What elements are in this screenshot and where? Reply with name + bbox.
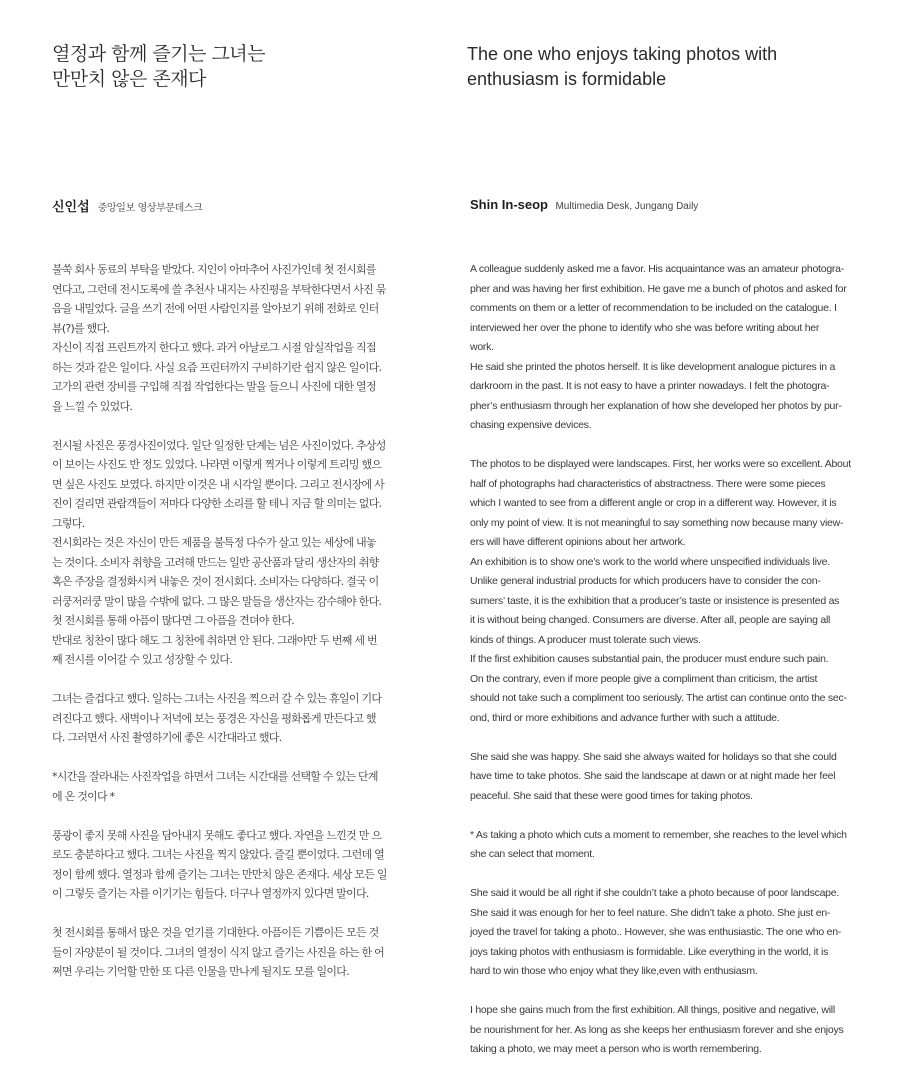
- korean-body-line: 진이 걸리면 관람객들이 저마다 다양한 소리를 할 테니 지금 할 의미는 없다.: [52, 497, 382, 510]
- korean-body-line: 첫 전시회를 통해서 많은 것을 얻기를 기대한다. 아픔이든 기쁨이든 모든 것: [52, 926, 379, 939]
- english-body-line: pher’s enthusiasm through her explanation of how she developed her photos by pur-: [470, 399, 842, 412]
- english-paragraph: [470, 884, 876, 982]
- english-paragraph: [470, 826, 876, 865]
- korean-body-line: 에 온 것이다 *: [52, 789, 115, 803]
- english-paragraph: [470, 260, 876, 436]
- korean-body-line: 연다고, 그런데 전시도록에 쓸 추천사 내지는 사진평을 부탁한다면서 사진 묶: [52, 282, 386, 296]
- korean-body-line: *시간을 잘라내는 사진작업을 하면서 그녀는 시간대를 선택할 수 있는 단계: [52, 770, 378, 783]
- korean-body-line: 하는 것과 같은 일이다. 사실 요즘 프린터까지 구비하기란 쉽지 않은 일이다.: [52, 360, 382, 374]
- korean-paragraph: [52, 826, 438, 904]
- paragraph-gap: [52, 748, 438, 768]
- english-body-line: chasing expensive devices.: [470, 419, 592, 431]
- author-affiliation-ko: 중앙일보 영상부문데스크: [97, 203, 203, 214]
- english-body-line: comments on them or a letter of recommendation to be included on the catalogue. I: [470, 302, 837, 314]
- korean-body-line: 자신이 직접 프린트까지 한다고 했다. 과거 아날로그 시절 암실작업을 직접: [52, 341, 376, 354]
- paragraph-gap: [52, 416, 438, 436]
- korean-body-line: 그녀는 즐겁다고 했다. 일하는 그녀는 사진을 찍으러 갈 수 있는 휴일이 기다: [52, 692, 382, 705]
- korean-paragraph: [52, 260, 438, 416]
- korean-title-line: 만만치 않은 존재다: [52, 68, 206, 90]
- english-body-line: half of photographs had characteristics of abstractness. There were some pieces: [470, 477, 826, 490]
- korean-article-body: [52, 260, 438, 982]
- korean-body-line: 첫 전시회를 통해 아픔이 많다면 그 아픔을 견뎌야 한다.: [52, 614, 294, 627]
- korean-body-line: 다. 그러면서 사진 촬영하기에 좋은 시간대라고 했다.: [52, 731, 282, 744]
- english-body-line: hard to win those who enjoy what they like,even with enthusiasm.: [470, 965, 758, 977]
- korean-paragraph: [52, 436, 438, 670]
- paragraph-gap: [470, 865, 876, 885]
- english-body-line: She said it was enough for her to feel nature. She didn’t take a photo. She just en-: [470, 906, 831, 919]
- english-body-line: Unlike general industrial products for which producers have to consider the con-: [470, 575, 821, 587]
- paragraph-gap: [470, 728, 876, 748]
- author-name-en: Shin In-seop: [470, 197, 548, 212]
- english-body-line: should not take such a compliment too seriously. The artist can continue onto the sec-: [470, 692, 847, 704]
- english-body-line: work.: [470, 341, 494, 353]
- korean-body-line: 풍광이 좋지 못해 사진을 담아내지 못해도 좋다고 했다. 자연을 느낀것 만 으: [52, 828, 382, 842]
- english-title-line: enthusiasm is formidable: [467, 69, 667, 89]
- korean-body-line: 전시회라는 것은 자신이 만든 제품을 불특정 다수가 살고 있는 세상에 내놓: [52, 536, 376, 549]
- english-body-line: ond, third or more exhibitions and advance further with such a attitude.: [470, 711, 780, 724]
- paragraph-gap: [470, 806, 876, 826]
- korean-title-line: 열정과 함께 즐기는 그녀는: [52, 43, 266, 65]
- author-name-ko: 신인섭: [52, 200, 90, 215]
- english-body-line: * As taking a photo which cuts a moment to remember, she reaches to the level which: [470, 828, 847, 841]
- paragraph-gap: [52, 670, 438, 690]
- paragraph-gap: [52, 806, 438, 826]
- english-paragraph: [470, 1001, 876, 1060]
- english-body-line: joys taking photos with enthusiasm is formidable. Like everything in the world, it is: [470, 945, 829, 958]
- korean-body-line: 혹은 주장을 결정화시켜 내놓은 것이 전시회다. 소비자는 다양하다. 결국 이: [52, 575, 379, 588]
- korean-body-line: 쩌면 우리는 기억할 만한 또 다른 인물을 만나게 될지도 모를 일이다.: [52, 965, 349, 978]
- paragraph-gap: [470, 982, 876, 1002]
- english-body-line: He said she printed the photos herself. It is like development analogue pictures in a: [470, 360, 836, 373]
- korean-body-line: 을 느낄 수 있었다.: [52, 399, 133, 413]
- english-body-line: sumers’ taste, it is the exhibition that a producer’s taste or insistence is presented as: [470, 594, 840, 607]
- korean-paragraph: [52, 689, 438, 748]
- english-body-line: If the first exhibition causes substantial pain, the producer must endure such pain.: [470, 653, 829, 665]
- paragraph-gap: [52, 904, 438, 924]
- korean-body-line: 반대로 칭찬이 많다 해도 그 칭찬에 취하면 안 된다. 그래야만 두 번째 세 번: [52, 633, 377, 647]
- english-body-line: interviewed her over the phone to identify who she was before writing about her: [470, 321, 820, 334]
- english-body-line: I hope she gains much from the first exhibition. All things, positive and negative, will: [470, 1004, 835, 1016]
- author-affiliation-en: Multimedia Desk, Jungang Daily: [555, 201, 699, 212]
- korean-body-line: 이 그렇듯 즐기는 자를 이기기는 힘들다. 더구나 열정까지 있다면 말이다.: [52, 887, 369, 900]
- english-body-line: have time to take photos. She said the landscape at dawn or at night made her feel: [470, 770, 836, 782]
- paragraph-gap: [470, 436, 876, 456]
- korean-body-line: 려진다고 했다. 새벽이나 저녁에 보는 풍경은 자신을 평화롭게 만든다고 했: [52, 711, 376, 725]
- english-body-line: An exhibition is to show one’s work to the world where unspecified individuals live.: [470, 555, 830, 568]
- english-body-line: She said she was happy. She said she always waited for holidays so that she could: [470, 750, 837, 763]
- english-body-line: taking a photo, we may meet a person who is worth remembering.: [470, 1043, 762, 1055]
- english-title: [467, 42, 777, 92]
- korean-body-line: 음을 내밀었다. 글을 쓰기 전에 어떤 사람인지를 알아보기 위해 전화로 인터: [52, 302, 379, 315]
- english-body-line: She said it would be all right if she couldn’t take a photo because of poor landscape.: [470, 887, 840, 899]
- english-body-line: On the contrary, even if more people give a compliment than criticism, the artist: [470, 672, 818, 685]
- korean-body-line: 들이 자양분이 될 것이다. 그녀의 열정이 식지 않고 즐기는 사진을 하는 한 어: [52, 945, 384, 959]
- korean-paragraph: [52, 923, 438, 982]
- english-byline: [470, 196, 698, 214]
- english-body-line: only my point of view. It is not meaningful to say something now because many view-: [470, 516, 844, 529]
- english-body-line: A colleague suddenly asked me a favor. His acquaintance was an amateur photogra-: [470, 263, 844, 275]
- korean-body-line: 그렇다.: [52, 516, 85, 530]
- korean-body-line: 고가의 관련 장비를 구입해 직접 작업한다는 말을 들으니 사진에 대한 열정: [52, 380, 376, 393]
- english-body-line: darkroom in the past. It is not easy to have a printer nowadays. I felt the photogra-: [470, 380, 830, 392]
- english-article-body: [470, 260, 876, 1060]
- korean-body-line: 째 전시를 이어갈 수 있고 성장할 수 있다.: [52, 653, 232, 666]
- english-body-line: The photos to be displayed were landscapes. First, her works were so excellent. About: [470, 458, 851, 470]
- korean-body-line: 정이 함께 했다. 열정과 함께 즐기는 그녀는 만만치 않은 존재다. 세상 모든 일: [52, 867, 387, 881]
- korean-body-line: 러쿵저러쿵 말이 많을 수밖에 없다. 그 많은 말들을 생산자는 감수해야 한다.: [52, 594, 382, 608]
- english-body-line: pher and was having her first exhibition. He gave me a bunch of photos and asked for: [470, 282, 847, 295]
- english-paragraph: [470, 748, 876, 807]
- english-body-line: ers will have different opinions about her artwork.: [470, 536, 686, 548]
- korean-title: [52, 42, 265, 92]
- korean-body-line: 전시될 사진은 풍경사진이었다. 일단 일정한 단계는 넘은 사진이었다. 추상성: [52, 438, 386, 452]
- korean-body-line: 이 보이는 사진도 반 정도 있었다. 나라면 이렇게 찍거나 이렇게 트리밍 했으: [52, 458, 382, 471]
- english-body-line: which I wanted to see from a different angle or crop in a different way. However, it is: [470, 497, 837, 509]
- english-body-line: peaceful. She said that these were good times for taking photos.: [470, 789, 753, 802]
- korean-body-line: 로도 충분하다고 했다. 그녀는 사진을 찍지 않았다. 즐길 뿐이었다. 그런데 열: [52, 848, 384, 861]
- english-body-line: be nourishment for her. As long as she keeps her enthusiasm forever and she enjoys: [470, 1023, 844, 1036]
- english-paragraph: [470, 455, 876, 728]
- korean-byline: [52, 196, 202, 215]
- korean-body-line: 뷰(?)를 했다.: [52, 321, 110, 335]
- english-body-line: kinds of things. A producer must tolerate such views.: [470, 633, 701, 646]
- korean-paragraph: [52, 767, 438, 806]
- english-title-line: The one who enjoys taking photos with: [467, 44, 778, 64]
- english-body-line: joyed the travel for taking a photo.. However, she was enthusiastic. The one who en-: [470, 926, 842, 938]
- korean-body-line: 는 것이다. 소비자 취향을 고려해 만드는 일반 공산품과 달리 생산자의 취향: [52, 555, 379, 569]
- english-body-line: she can select that moment.: [470, 848, 595, 860]
- korean-body-line: 면 싶은 사진도 보였다. 하지만 이것은 내 시각일 뿐이다. 그리고 전시장에 사: [52, 477, 384, 491]
- english-body-line: it is without being changed. Consumers are diverse. After all, people are saying all: [470, 614, 831, 626]
- korean-body-line: 불쑥 회사 동료의 부탁을 받았다. 지인이 아마추어 사진가인데 첫 전시회를: [52, 263, 376, 276]
